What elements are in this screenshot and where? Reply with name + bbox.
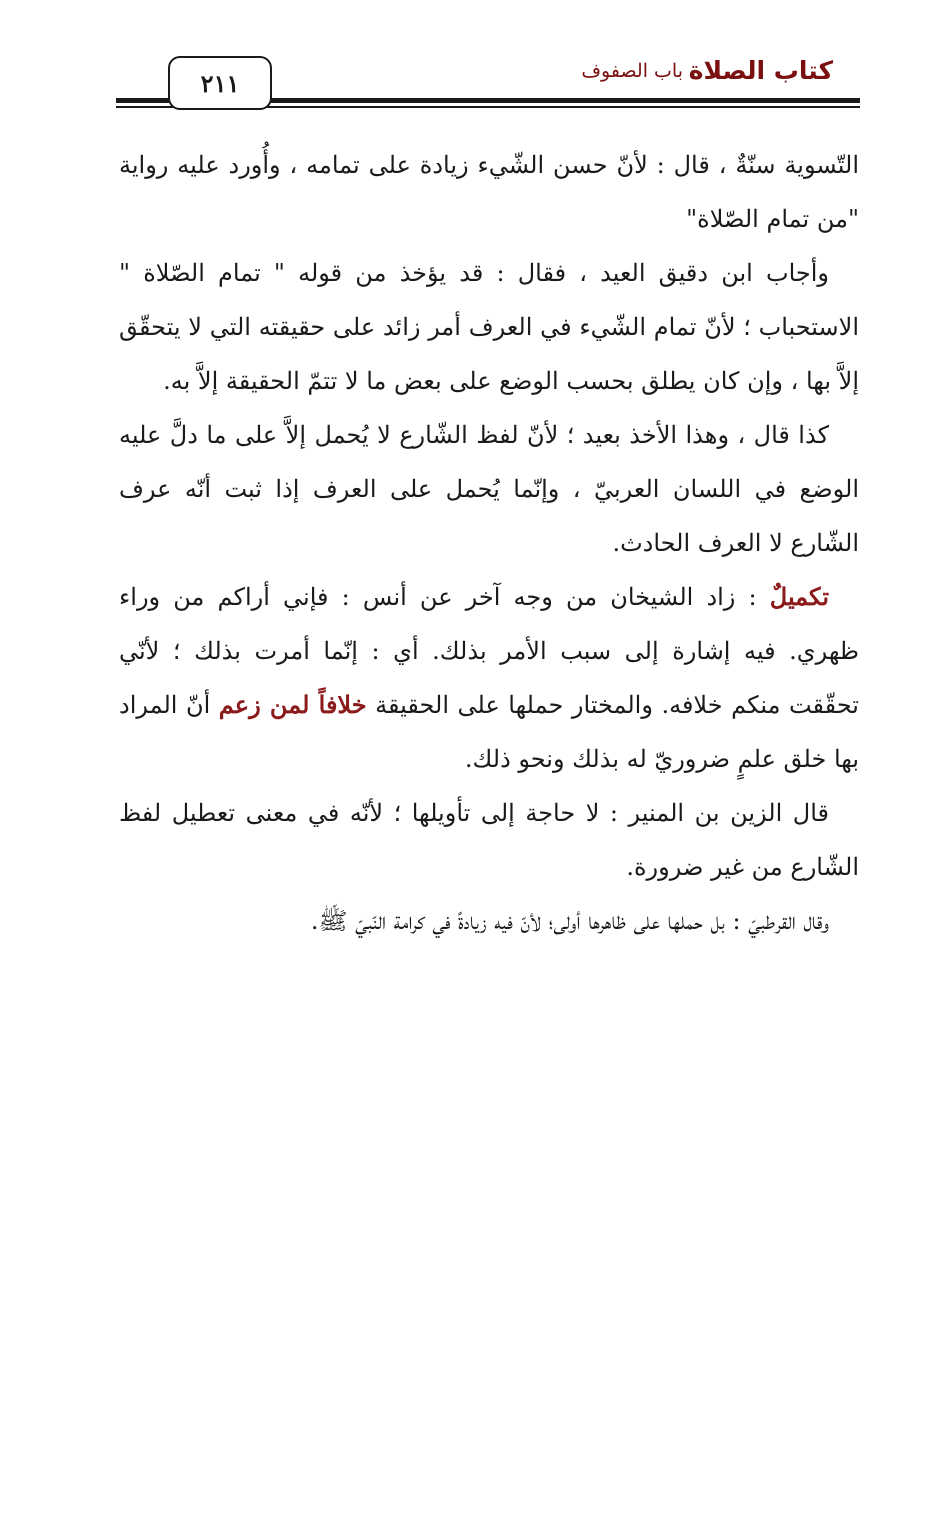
page-number-box [168, 56, 272, 110]
highlighted-term: تكميلٌ [769, 582, 829, 611]
page-number: ٢١١ [200, 68, 240, 98]
highlighted-term: خلافاً لمن زعم [218, 690, 367, 719]
paragraph-text: وقال القرطبيّ : بل حملها على ظاهرها أولى؛ لأنّ فيه زيادةً في كرامة النّبيّ ﷺ. [310, 907, 829, 935]
paragraph-text: التّسوية سنّةٌ ، قال : لأنّ حسن الشّيء زيادة على تمامه ، وأُورد عليه رواية "من تمام الصّلاة" [119, 151, 859, 233]
paragraph-text: كذا قال ، وهذا الأخذ بعيد ؛ لأنّ لفظ الشّارع لا يُحمل إلاَّ على ما دلَّ عليه الوضع في اللسان العربيّ ، وإنّما يُحمل على العرف إذا ثبت أنّه عرف الشّارع لا العرف الحادث. [119, 421, 859, 557]
paragraph [119, 570, 859, 786]
paragraph-text: : زاد الشيخان من وجه آخر عن أنس : فإني أراكم من وراء ظهري. فيه إشارة إلى سبب الأمر بذلك. أي : إنّما أمرت بذلك ؛ لأنّي تحقّقت منكم خلافه. والمختار حملها على الحقيقة [119, 583, 859, 719]
paragraph [119, 246, 859, 408]
paragraph [119, 138, 859, 246]
paragraph [119, 408, 859, 570]
paragraph-text: أنّ المراد بها خلق علمٍ ضروريّ له بذلك ونحو ذلك. [119, 691, 859, 773]
book-title: كتاب الصلاة [688, 56, 833, 85]
body-text [119, 138, 859, 948]
paragraph-text: وأجاب ابن دقيق العيد ، فقال : قد يؤخذ من قوله " تمام الصّلاة " الاستحباب ؛ لأنّ تمام الشّيء في العرف أمر زائد على حقيقته التي لا يتحقّق إلاَّ بها ، وإن كان يطلق بحسب الوضع على بعض ما لا تتمّ الحقيقة إلاَّ به. [119, 259, 859, 395]
page-header [0, 0, 945, 120]
paragraph [119, 894, 859, 948]
paragraph [119, 786, 859, 894]
paragraph-text: قال الزين بن المنير : لا حاجة إلى تأويلها ؛ لأنّه في معنى تعطيل لفظ الشّارع من غير ضرورة. [119, 799, 859, 881]
chapter-title: باب الصفوف [581, 60, 683, 82]
